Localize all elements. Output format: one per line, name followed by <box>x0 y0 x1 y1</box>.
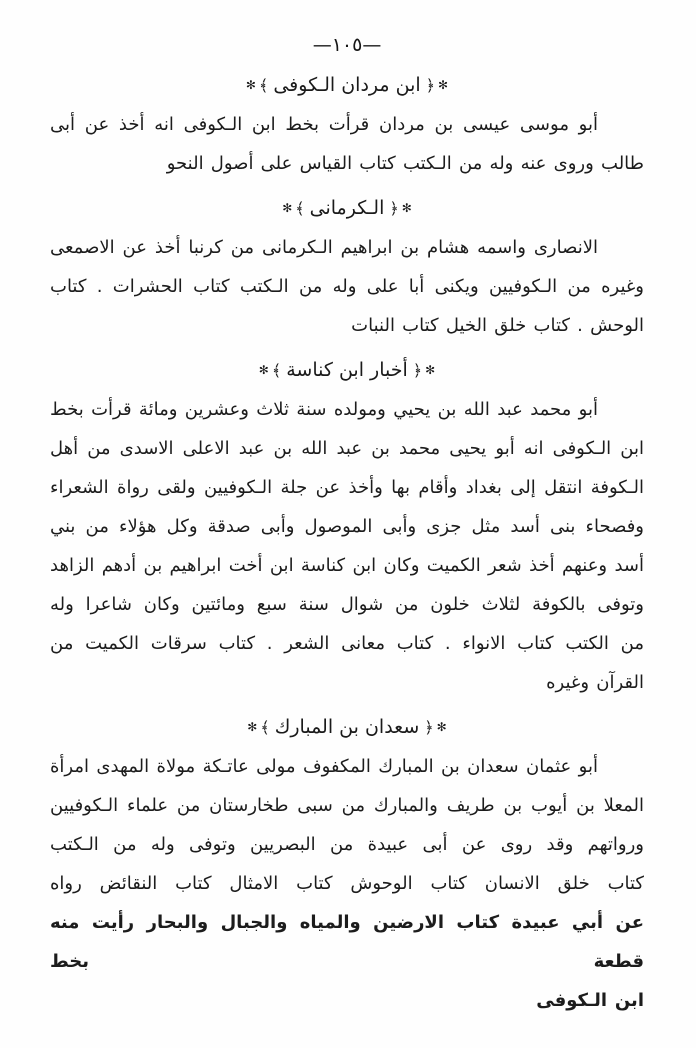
section-heading <box>50 197 644 219</box>
text-line: من الكتب كتاب الانواء . كتاب معانى الشعر . كتاب سرقات الكميت من <box>50 633 644 654</box>
text-line: الوحش . كتاب خلق الخيل كتاب النبات <box>351 315 644 336</box>
text-line: وفصحاء بنى أسد مثل جزى وأبى الموصول وأبى صدقة وكل هؤلاء من بني <box>50 516 644 537</box>
section-heading <box>50 74 644 96</box>
ornate-bracket-right-icon: ﴿ <box>389 199 399 218</box>
text-line: الـكوفة انتقل إلى بغداد وأقام بها وأخذ عن جلة الـكوفيين ولقى رواة الشعراء <box>50 477 644 498</box>
ornate-bracket-left-icon: ﴾ <box>258 76 269 95</box>
text-line: القرآن وغيره <box>546 672 644 693</box>
section-heading <box>50 359 644 381</box>
ornate-bracket-left-icon: ﴾ <box>271 361 282 380</box>
text-line: كتاب خلق الانسان كتاب الوحوش كتاب الامثال كتاب النقائض رواه <box>50 873 644 894</box>
rosette-icon: ✻ <box>258 363 269 377</box>
section-heading-text: أخبار ابن كناسة <box>286 359 408 381</box>
text-line: أسد وعنهم أخذ شعر الكميت وكان ابن كناسة ابن أخت ابراهيم بن أدهم الزاهد <box>50 555 644 576</box>
rosette-icon: ✻ <box>425 363 436 377</box>
ornate-bracket-right-icon: ﴿ <box>424 718 434 737</box>
ornate-bracket-left-icon: ﴾ <box>260 718 270 737</box>
text-line: عن أبي عبيدة كتاب الارضين والمياه والجبال والبحار رأيت منه قطعة بخط <box>50 912 644 972</box>
rosette-icon: ✻ <box>436 720 447 734</box>
text-line: ابن الـكوفى انه أبو يحيى محمد بن عبد الله بن عبد الاعلى الاسدى من أهل <box>50 438 644 459</box>
text-line: الانصارى واسمه هشام بن ابراهيم الـكرمانى من كرنبا أخذ عن الاصمعى <box>50 237 598 258</box>
section-body <box>50 105 644 183</box>
ornate-bracket-right-icon: ﴿ <box>425 76 436 95</box>
section-ibn-mardan <box>50 74 644 183</box>
rosette-icon: ✻ <box>438 78 449 92</box>
rosette-icon: ✻ <box>282 201 293 215</box>
section-heading-text: ابن مردان الـكوفى <box>273 74 421 96</box>
section-heading-text: الـكرمانى <box>309 197 385 219</box>
text-line: ورواتهم وقد روى عن أبى عبيدة من البصريين وتوفى وله من الـكتب <box>50 834 644 855</box>
section-body <box>50 228 644 345</box>
section-sadan-ibn-al-mubarak <box>50 716 644 1020</box>
section-body <box>50 747 644 1020</box>
page-number: —١٠٥— <box>312 34 382 56</box>
text-line: المعلا بن أيوب بن طريف والمبارك من سبى طخارستان من علماء الـكوفيين <box>50 795 644 816</box>
text-line: أبو محمد عبد الله بن يحيي ومولده سنة ثلاث وعشرين ومائة قرأت بخط <box>50 399 598 420</box>
text-line: ابن الـكوفى <box>536 990 644 1011</box>
section-ibn-kunasa <box>50 359 644 702</box>
rosette-icon: ✻ <box>245 78 256 92</box>
ornate-bracket-left-icon: ﴾ <box>295 199 305 218</box>
section-al-kirmani <box>50 197 644 345</box>
text-line: وغيره من الـكوفيين ويكنى أبا على وله من الـكتب كتاب الحشرات . كتاب <box>50 276 644 297</box>
text-line: وتوفى بالكوفة لثلاث خلون من شوال سنة سبع ومائتين وكان شاعرا وله <box>50 594 644 615</box>
text-line: طالب وروى عنه وله من الـكتب كتاب القياس على أصول النحو <box>166 153 644 174</box>
rosette-icon: ✻ <box>401 201 412 215</box>
section-heading-text: سعدان بن المبارك <box>274 716 420 738</box>
rosette-icon: ✻ <box>247 720 258 734</box>
ornate-bracket-right-icon: ﴿ <box>412 361 423 380</box>
text-line: أبو موسى عيسى بن مردان قرأت بخط ابن الـكوفى انه أخذ عن أبى <box>50 114 598 135</box>
section-heading <box>50 716 644 738</box>
text-line: أبو عثمان سعدان بن المبارك المكفوف مولى عاتـكة مولاة المهدى امرأة <box>50 756 598 777</box>
section-body <box>50 390 644 702</box>
